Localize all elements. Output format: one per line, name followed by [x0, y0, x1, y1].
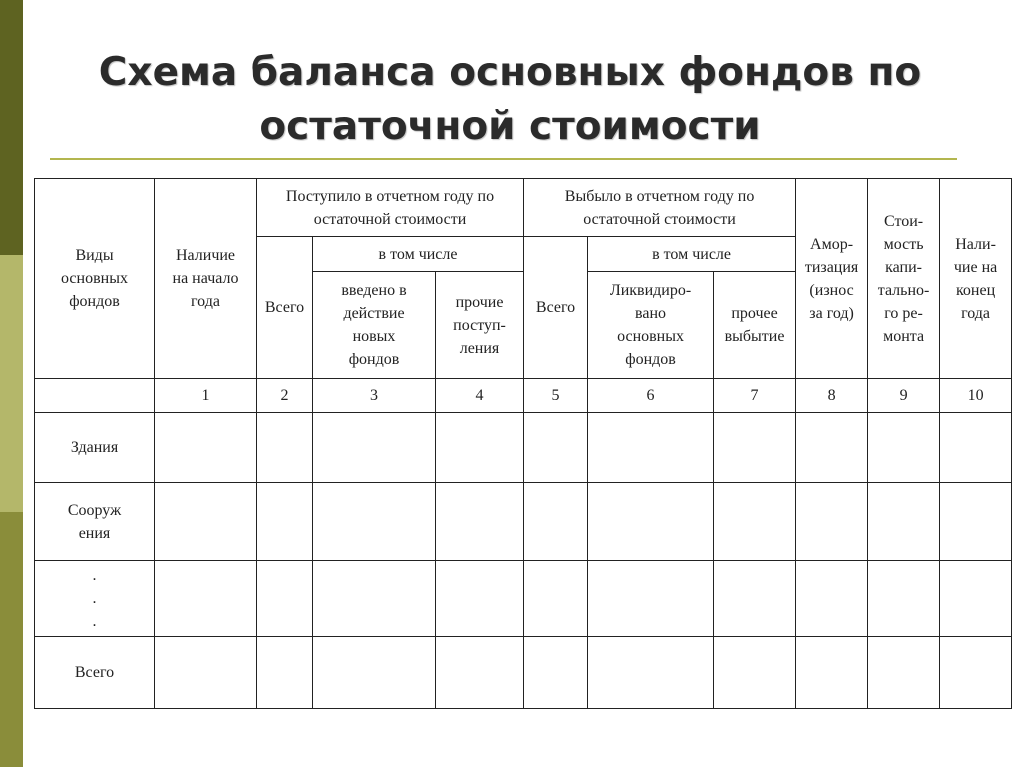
data-cell — [714, 561, 796, 637]
column-number: 6 — [588, 379, 714, 413]
table-row-total — [35, 637, 1012, 709]
header-depreciation: Амор- тизация (износ за год) — [796, 179, 868, 379]
data-cell — [313, 561, 436, 637]
data-cell — [714, 483, 796, 561]
header-received-other: прочие поступ- ления — [436, 272, 524, 379]
title-underline — [50, 158, 957, 160]
column-number: 1 — [155, 379, 257, 413]
left-stripe-mid — [0, 512, 23, 767]
column-number: 9 — [868, 379, 940, 413]
data-cell — [257, 483, 313, 561]
data-cell — [524, 483, 588, 561]
data-cell — [155, 483, 257, 561]
data-cell — [155, 637, 257, 709]
column-number: 8 — [796, 379, 868, 413]
data-cell — [313, 483, 436, 561]
row-label-total: Всего — [35, 637, 155, 709]
data-cell — [940, 637, 1012, 709]
column-number: 5 — [524, 379, 588, 413]
data-cell — [257, 561, 313, 637]
data-cell — [796, 413, 868, 483]
data-cell — [313, 637, 436, 709]
slide-title — [60, 46, 960, 154]
column-number-blank — [35, 379, 155, 413]
data-cell — [588, 637, 714, 709]
header-closing: Нали- чие на конец года — [940, 179, 1012, 379]
row-label-buildings: Здания — [35, 413, 155, 483]
data-cell — [588, 413, 714, 483]
data-cell — [313, 413, 436, 483]
table-row-structures — [35, 483, 1012, 561]
data-cell — [436, 483, 524, 561]
data-cell — [868, 561, 940, 637]
data-cell — [868, 483, 940, 561]
data-cell — [714, 413, 796, 483]
data-cell — [714, 637, 796, 709]
data-cell — [524, 413, 588, 483]
header-retired-incl: в том числе — [588, 237, 796, 272]
data-cell — [868, 413, 940, 483]
header-row-1 — [35, 179, 1012, 237]
row-label-structures: Сооруж ения — [35, 483, 155, 561]
header-opening: Наличие на начало года — [155, 179, 257, 379]
data-cell — [940, 483, 1012, 561]
data-cell — [868, 637, 940, 709]
data-cell — [524, 561, 588, 637]
header-received-total: Всего — [257, 237, 313, 379]
column-number: 7 — [714, 379, 796, 413]
data-cell — [796, 561, 868, 637]
data-cell — [257, 413, 313, 483]
slide-title-line-1: Схема баланса основных фондов по — [98, 50, 922, 95]
header-retired-other: прочее выбытие — [714, 272, 796, 379]
data-cell — [436, 561, 524, 637]
data-cell — [155, 561, 257, 637]
data-cell — [940, 561, 1012, 637]
data-cell — [796, 637, 868, 709]
column-number: 4 — [436, 379, 524, 413]
table-row-ellipsis — [35, 561, 1012, 637]
data-cell — [796, 483, 868, 561]
row-label-ellipsis: . . . — [35, 561, 155, 637]
column-number: 2 — [257, 379, 313, 413]
data-cell — [524, 637, 588, 709]
column-number: 3 — [313, 379, 436, 413]
balance-table — [34, 178, 1012, 709]
column-number-row — [35, 379, 1012, 413]
header-retired-total: Всего — [524, 237, 588, 379]
table-row-buildings — [35, 413, 1012, 483]
data-cell — [588, 561, 714, 637]
data-cell — [436, 413, 524, 483]
slide-title-line-2: остаточной стоимости — [259, 104, 761, 149]
header-retired-liquidated: Ликвидиро- вано основных фондов — [588, 272, 714, 379]
data-cell — [155, 413, 257, 483]
header-types: Виды основных фондов — [35, 179, 155, 379]
header-received-incl: в том числе — [313, 237, 524, 272]
left-stripe-light — [0, 255, 23, 512]
data-cell — [588, 483, 714, 561]
header-retired-group: Выбыло в отчетном году по остаточной стоимости — [524, 179, 796, 237]
data-cell — [257, 637, 313, 709]
left-stripe-dark — [0, 0, 23, 255]
data-cell — [940, 413, 1012, 483]
header-received-new: введено в действие новых фондов — [313, 272, 436, 379]
column-number: 10 — [940, 379, 1012, 413]
header-repair-cost: Стои- мость капи- тально- го ре- монта — [868, 179, 940, 379]
header-received-group: Поступило в отчетном году по остаточной стоимости — [257, 179, 524, 237]
data-cell — [436, 637, 524, 709]
